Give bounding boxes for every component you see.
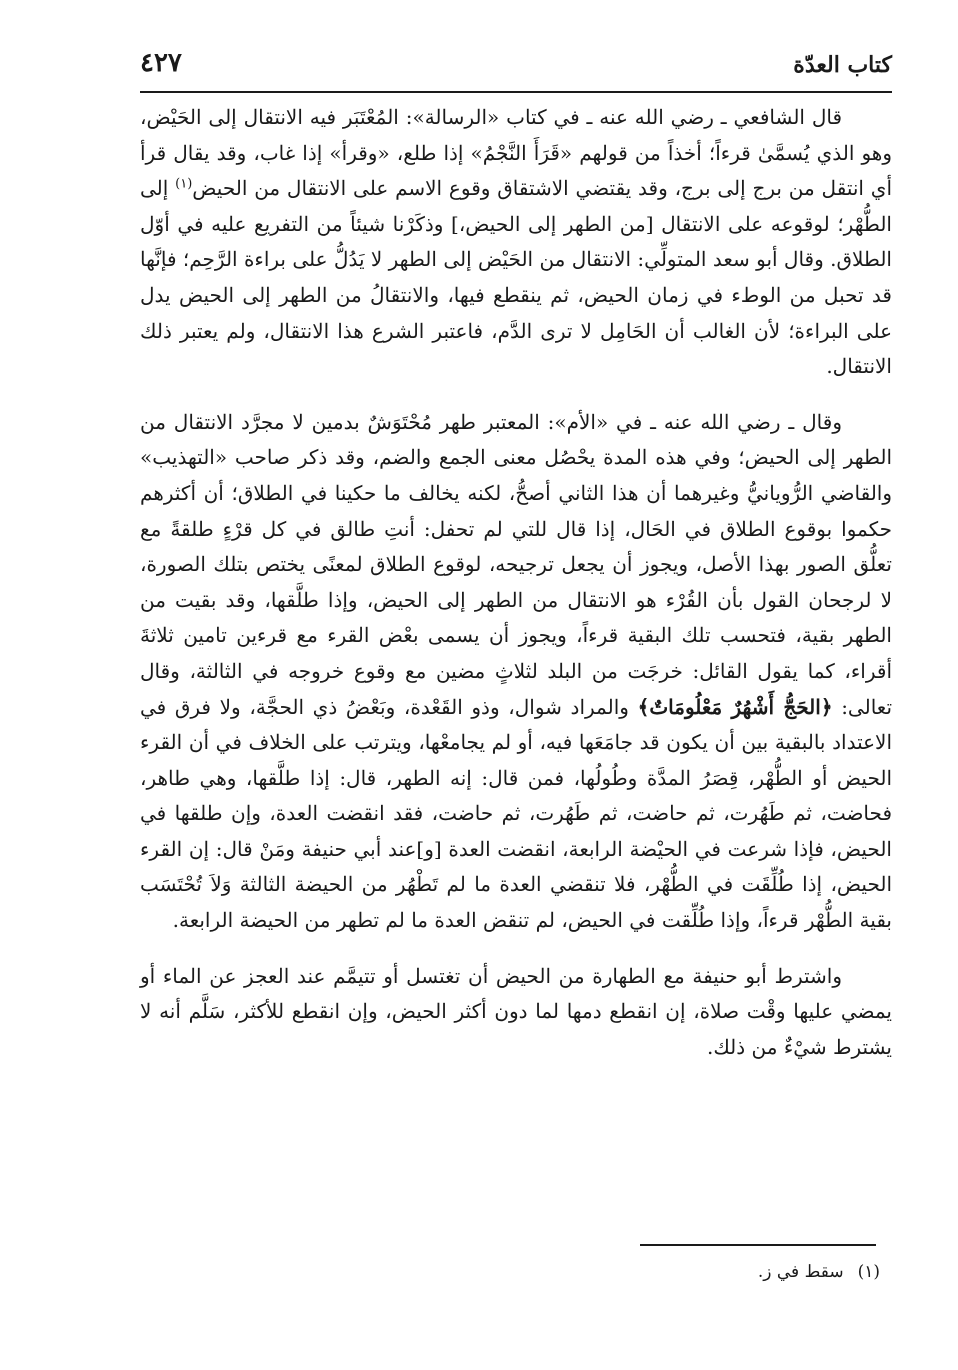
quran-verse: ﴿الحَجُّ أَشْهُرٌ مَعْلُومَاتٌ﴾ xyxy=(637,694,833,719)
footnote-divider xyxy=(640,1244,876,1246)
paragraph-1-text-b: إلى الطُّهْر؛ لوقوعه على الانتقال [من الطهر إلى الحيض،] وذكَرْنا شيئاً من التفريع عليه في أوّل الطلاق. وقال أبو سعد المتولِّي: الانتقال من الحَيْض إلى الطهر لا يَدُلُّ على براءة الرَّحِم؛ فإنَّها قد تحبل من الوطء في زمان الحيض، ثم ينقطع فيها، والانتقالُ من الطهر إلى الحيض يدل على البراءة؛ لأن الغالب أن الحَامِل لا ترى الدَّم، فاعتبر الشرع هذا الانتقال، ولم يعتبر ذلك الانتقال. xyxy=(139,176,893,379)
footnote xyxy=(140,1262,880,1282)
paragraph-3-text: واشترط أبو حنيفة مع الطهارة من الحيض أن تغتسل أو تتيمَّم عند العجز عن الماء أو يمضي عليها وقْت صلاة، إن انقطع دمها لما دون أكثر الحيض، وإن انقطع للأكثر، سَلَّم أنه لا يشترط شيْءٌ من ذلك. xyxy=(140,963,892,1059)
page-header xyxy=(140,40,892,92)
paragraph-2-text-a: وقال ـ رضي الله عنه ـ في «الأم»: المعتبر طهر مُحْتَوَشٌ بدمين لا مجرَّد الانتقال من الطهر إلى الحيض؛ وفي هذه المدة يحْصُل معنى الجمع والضم، وقد ذكر صاحب «التهذيب» والقاضي الرُّويانيُّ وغيرهما أن هذا الثاني أصحُّ، لكنه يخالف ما حكينا في الطلاق؛ أن أكثرهم حكموا بوقوع الطلاق في الحَال، إذا قال للتي لم تحفل: أنتِ طالق في كل قرْءٍ طلقةً مع تعلُّق الصور بهذا الأصل، ويجوز أن يجعل ترجيحه، لوقوع الطلاق لمعنًى يختص بتلك الصورة، لا لرجحان القول بأن القُرْء هو الانتقال من الطهر إلى الحيض، وإذا طلَّقها، وقد بقيت من الطهر بقية، فتحسب تلك البقية قرءاً، ويجوز أن يسمى بعْض القرء مع قرءين تامين ثلاثةَ أقراء، كما يقول القائل: خرجَت من البلد لثلاثٍ مضين مع وقوع خروجه في الثالثة، وقال تعالى: xyxy=(140,409,893,719)
chapter-title: كتاب العدّة xyxy=(793,52,892,78)
paragraph-1-text-a: قال الشافعي ـ رضي الله عنه ـ في كتاب «الرسالة»: المُعْتَبَر فيه الانتقال إلى الحَيْض، وهو الذي يُسمَّىٰ قرءاً؛ أخذاً من قولهم «قَرَأَ النَّجْمُ» إذا طلع، «وقرأ» إذا غاب، وقد يقال قرأ أي انتقل من برج إلى برج، وقد يقتضي الاشتقاق وقوع الاسم على الانتقال من الحيض xyxy=(140,105,892,201)
paragraph-1 xyxy=(140,100,892,385)
page-number: ٤٢٧ xyxy=(140,48,182,78)
footnote-reference: (١) xyxy=(175,176,193,192)
paragraph-2 xyxy=(140,405,892,939)
main-text xyxy=(140,100,892,1065)
paragraph-2-text-b: والمراد شوال، وذو القَعْدة، وبَعْضُ ذي الحجَّة، ولا فرق في الاعتداد بالبقية بين أن يكون قد جامَعَها فيه، أو لم يجامعْها، ويترتب على الخلاف في أن القرء الحيض أو الطُّهْر، قِصَرُ المدَّة وطُولُها، فمن قال: إنه الطهر، قال: إذا طلَّقها، وهي طاهر، فحاضت، ثم طَهُرت، ثم حاضت، ثم طَهُرت، ثم حاضت، فقد انقضت العدة، وإن طلقها في الحيض، فإذا شرعت في الحيْضة الرابعة، انقضت العدة [و]عند أبي حنيفة ومَنْ قال: إن القرء الحيض، إذا طُلِّقَت في الطُّهْر، فلا تنقضي العدة ما لم تَطْهُر من الحيضة الثالثة وَلاَ تُحْتَسَب بقية الطُّهْر قرءاً، وإذا طُلِّقت في الحيض، لم تنقض العدة ما لم تطهر من الحيضة الرابعة. xyxy=(140,694,892,933)
header-divider xyxy=(140,91,892,93)
footnote-number: (١) xyxy=(857,1262,880,1282)
paragraph-3 xyxy=(140,959,892,1066)
footnote-text: سقط في ز. xyxy=(757,1262,844,1282)
